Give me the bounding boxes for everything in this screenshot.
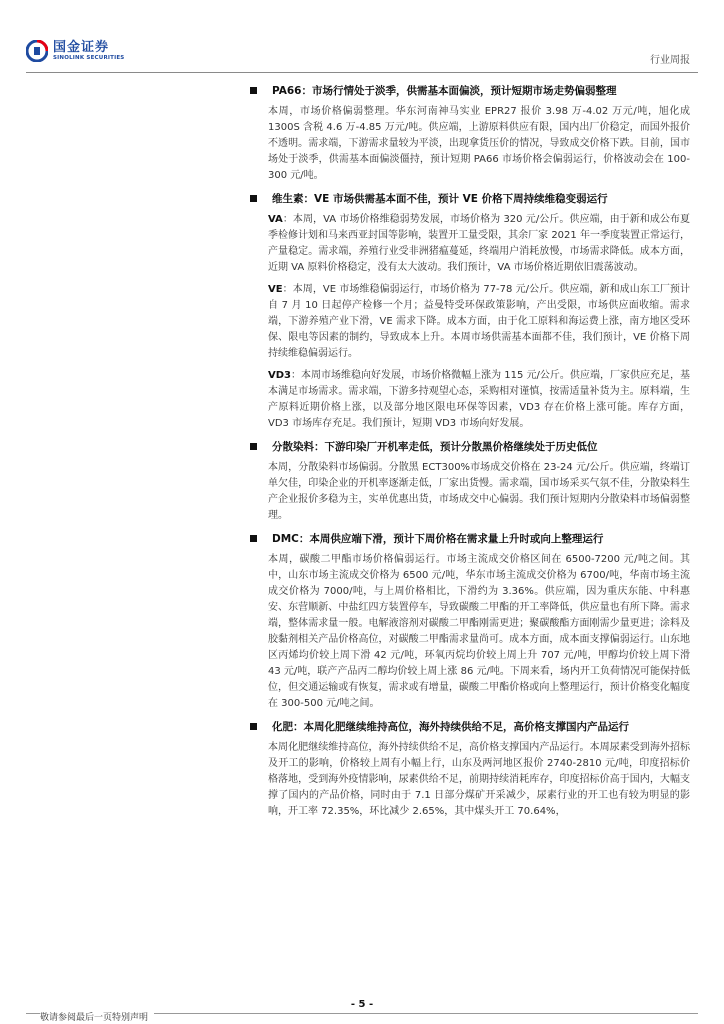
section-paragraph (268, 552, 690, 712)
section-title: PA66：市场行情处于淡季，供需基本面偏淡，预计短期市场走势偏弱整理 (272, 85, 617, 97)
paragraph-label: VA (268, 214, 283, 225)
sinolink-logo (26, 40, 124, 62)
square-bullet-icon (250, 723, 257, 730)
disclaimer-note: 敬请参阅最后一页特别声明 (40, 1010, 154, 1023)
square-bullet-icon (250, 87, 257, 94)
page-header (26, 40, 698, 70)
paragraph-text: 本周化肥继续维持高位，海外持续供给不足，高价格支撑国内产品运行。本周尿素受到海外招标及开工的影响，价格较上周有小幅上行，山东及两河地区报价 2740-2810 元/吨，印度招标价格落地，受到海外疫情影响，尿素供给不足，前期持续消耗库存，印度招标价高于国内，大幅支撑了国内的产品价格，同时由于 7.1 日部分煤矿开采减少，尿素行业的开工也有较为明显的影响，开工率 72.35%，环比减少 2.65%，其中煤头开工 70.64%， (268, 742, 690, 817)
paragraph-text: ：本周市场维稳向好发展，市场价格微幅上涨为 115 元/公斤。供应端，厂家供应充足，基本满足市场需求。需求端，下游多持观望心态，采购相对谨慎，按需适量补货为主。原料端，生产原料近期价格上涨，以及部分地区限电环保等因素，VD3 存在价格上涨可能。库存方面，VD3 市场库存充足。我们预计，短期 VD3 市场向好发展。 (268, 370, 690, 429)
header-divider (26, 72, 698, 73)
paragraph-text: ：本周，VE 市场维稳偏弱运行，市场价格为 77-78 元/公斤。供应端，新和成山东工厂预计自 7 月 10 日起停产检修一个月；益曼特受环保政策影响，产出受限，市场供应面收缩。需求端，下游养殖产业下滑，VE 需求下降。成本方面，由于化工原料和海运费上涨，南方地区受环保、限电等因素的制约，导致成本上升。本周市场供需基本面都不佳，我们预计，VE 价格下周持续维稳偏弱运行。 (268, 284, 690, 359)
square-bullet-icon (250, 443, 257, 450)
report-type: 行业周报 (650, 55, 690, 66)
section-title: 分散染料：下游印染厂开机率走低，预计分散黑价格继续处于历史低位 (272, 441, 598, 453)
report-body (250, 82, 690, 826)
paragraph-text: 本周，市场价格偏弱整理。华东河南神马实业 EPR27 报价 3.98 万-4.02 万元/吨，旭化成 1300S 含税 4.6 万-4.85 万元/吨。供应端，上游原料供应有限，国内出厂价稳定，而国外报价不透明。需求端，下游需求量较为平淡，出现拿货压价的情况，导致成交价格下跌。目前，国市场处于淡季，供需基本面偏淡僵持，预计短期 PA66 市场价格会偏弱运行，价格波动会在 100-300 元/吨。 (268, 106, 690, 181)
paragraph-text: ：本周，VA 市场价格维稳弱势发展，市场价格为 320 元/公斤。供应端，由于新和成公布夏季检修计划和马来西亚封国等影响，装置开工量受限，其余厂家 2021 年一季度装置正常运行，产量稳定。需求端，养殖行业受非洲猪瘟蔓延，终端用户消耗放慢，市场需求降低。成本方面，近期 VA 原料价格稳定，没有太大波动。我们预计，VA 市场价格近期依旧震荡波动。 (268, 214, 690, 273)
section-paragraph (268, 282, 690, 362)
square-bullet-icon (250, 535, 257, 542)
section-heading (250, 82, 690, 100)
paragraph-text: 本周，分散染料市场偏弱。分散黑 ECT300%市场成交价格在 23-24 元/公斤。供应端，终端订单欠佳，印染企业的开机率逐渐走低，厂家出货慢。需求端，国市场采买气氛不佳，分散染料生产企业报价多稳为主，实单优惠出货，市场成交中心偏弱。我们预计短期内分散染料市场偏弱整理。 (268, 462, 690, 521)
paragraph-text: 本周，碳酸二甲酯市场价格偏弱运行。市场主流成交价格区间在 6500-7200 元/吨之间。其中，山东市场主流成交价格为 6500 元/吨，华东市场主流成交价格为 6700/吨，华南市场主流成交价格为 7000/吨，与上周价格相比，下滑约为 3.36%。供应端，因为重庆东能、中科惠安、东营顺新、中盐红四方装置停车，导致碳酸二甲酯的开工率降低，供应量也有所下降。需求端，整体需求量一般。电解液溶剂对碳酸二甲酯刚需更进；聚碳酸酯方面刚需少量更进；涂料及胶黏剂相关产品价格高位，对碳酸二甲酯需求量尚可。成本方面，成本面支撑偏弱运行。山东地区丙烯均价较上周下滑 42 元/吨，环氧丙烷均价较上周上升 707 元/吨，甲醇均价较上周下滑 43 元/吨，联产产品丙二醇均价较上周上涨 86 元/吨。下周来看，场内开工负荷情况可能保持低位，但交通运输或有恢复，需求或有增量，碳酸二甲酯价格或向上整理运行，预计价格变化幅度在 300-500 元/吨之间。 (268, 554, 690, 709)
logo-english-name: SINOLINK SECURITIES (53, 54, 125, 61)
paragraph-label: VD3 (268, 370, 291, 381)
paragraph-label: VE (268, 284, 283, 295)
section-heading (250, 530, 690, 548)
section-title: 化肥：本周化肥继续维持高位，海外持续供给不足，高价格支撑国内产品运行 (272, 721, 629, 733)
section-title: DMC：本周供应端下滑，预计下周价格在需求量上升时或向上整理运行 (272, 533, 604, 545)
logo-chinese-name: 国金证券 (53, 39, 110, 55)
section-title: 维生素：VE 市场供需基本面不佳，预计 VE 价格下周持续维稳变弱运行 (272, 193, 608, 205)
section-paragraph (268, 460, 690, 524)
section-paragraph (268, 212, 690, 276)
section-heading (250, 190, 690, 208)
section-heading (250, 438, 690, 456)
section-paragraph (268, 740, 690, 820)
logo-mark-icon (26, 40, 48, 62)
square-bullet-icon (250, 195, 257, 202)
page-number: - 5 - (350, 999, 374, 1010)
section-paragraph (268, 104, 690, 184)
section-paragraph (268, 368, 690, 432)
section-heading (250, 718, 690, 736)
